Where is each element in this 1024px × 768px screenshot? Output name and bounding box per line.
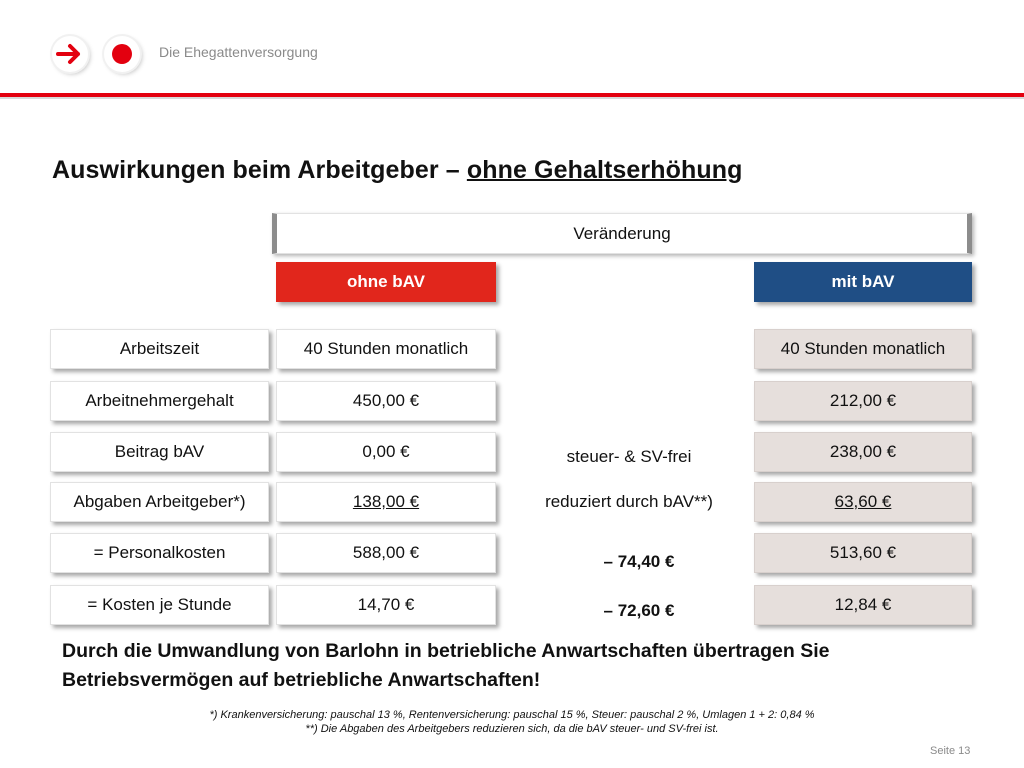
row-label-kosten-je-stunde: = Kosten je Stunde — [50, 585, 269, 625]
arrow-right-icon — [52, 36, 88, 72]
cell-with-abgaben — [754, 482, 972, 522]
change-header: Veränderung — [272, 213, 972, 254]
cell-without-arbeitnehmergehalt: 450,00 € — [276, 381, 496, 421]
col-header-with-bav: mit bAV — [754, 262, 972, 302]
note-personnel-change: – 74,40 € — [603, 552, 675, 571]
red-dot-icon — [104, 36, 140, 72]
page-number: Seite 13 — [930, 745, 971, 757]
cell-with-arbeitszeit: 40 Stunden monatlich — [754, 329, 972, 369]
page-title-prefix: Auswirkungen beim Arbeitgeber – — [52, 156, 467, 184]
cell-with-beitrag-bav: 238,00 € — [754, 432, 972, 472]
row-label-arbeitnehmergehalt: Arbeitnehmergehalt — [50, 381, 269, 421]
page-title — [52, 156, 742, 185]
row-label-beitrag-bav: Beitrag bAV — [50, 432, 269, 472]
header-title: Die Ehegattenversorgung — [159, 44, 318, 60]
note-levies: reduziert durch bAV**) — [545, 492, 713, 511]
cell-with-kosten-je-stunde: 12,84 € — [754, 585, 972, 625]
cell-without-kosten-je-stunde: 14,70 € — [276, 585, 496, 625]
cell-with-arbeitnehmergehalt: 212,00 € — [754, 381, 972, 421]
row-label-abgaben: Abgaben Arbeitgeber*) — [50, 482, 269, 522]
arrow-button — [52, 36, 88, 72]
cell-without-abgaben — [276, 482, 496, 522]
header-divider-shadow — [0, 97, 1024, 99]
summary-line-2: Betriebsvermögen auf betriebliche Anwartschaften! — [62, 669, 541, 691]
footnote-1: *) Krankenversicherung: pauschal 13 %, Rentenversicherung: pauschal 15 %, Steuer: pauschal 2 %, Umlagen 1 + 2: 0,84 % — [209, 709, 815, 721]
cell-without-beitrag-bav: 0,00 € — [276, 432, 496, 472]
cell-with-personalkosten: 513,60 € — [754, 533, 972, 573]
cell-with-abgaben-value: 63,60 € — [834, 492, 892, 511]
footnote-2: **) Die Abgaben des Arbeitgebers reduzieren sich, da die bAV steuer- und SV-frei ist. — [305, 723, 719, 735]
page-title-underlined: ohne Gehaltserhöhung — [466, 156, 743, 184]
cell-without-personalkosten: 588,00 € — [276, 533, 496, 573]
summary-text — [62, 637, 982, 695]
cell-without-abgaben-value: 138,00 € — [352, 492, 420, 511]
row-label-arbeitszeit: Arbeitszeit — [50, 329, 269, 369]
cell-without-arbeitszeit: 40 Stunden monatlich — [276, 329, 496, 369]
summary-line-1: Durch die Umwandlung von Barlohn in betriebliche Anwartschaften übertragen Sie — [62, 640, 830, 662]
col-header-without-bav: ohne bAV — [276, 262, 496, 302]
row-label-personalkosten: = Personalkosten — [50, 533, 269, 573]
note-per-hour-change: – 72,60 € — [603, 601, 675, 620]
note-contribution: steuer- & SV-frei — [566, 447, 692, 466]
